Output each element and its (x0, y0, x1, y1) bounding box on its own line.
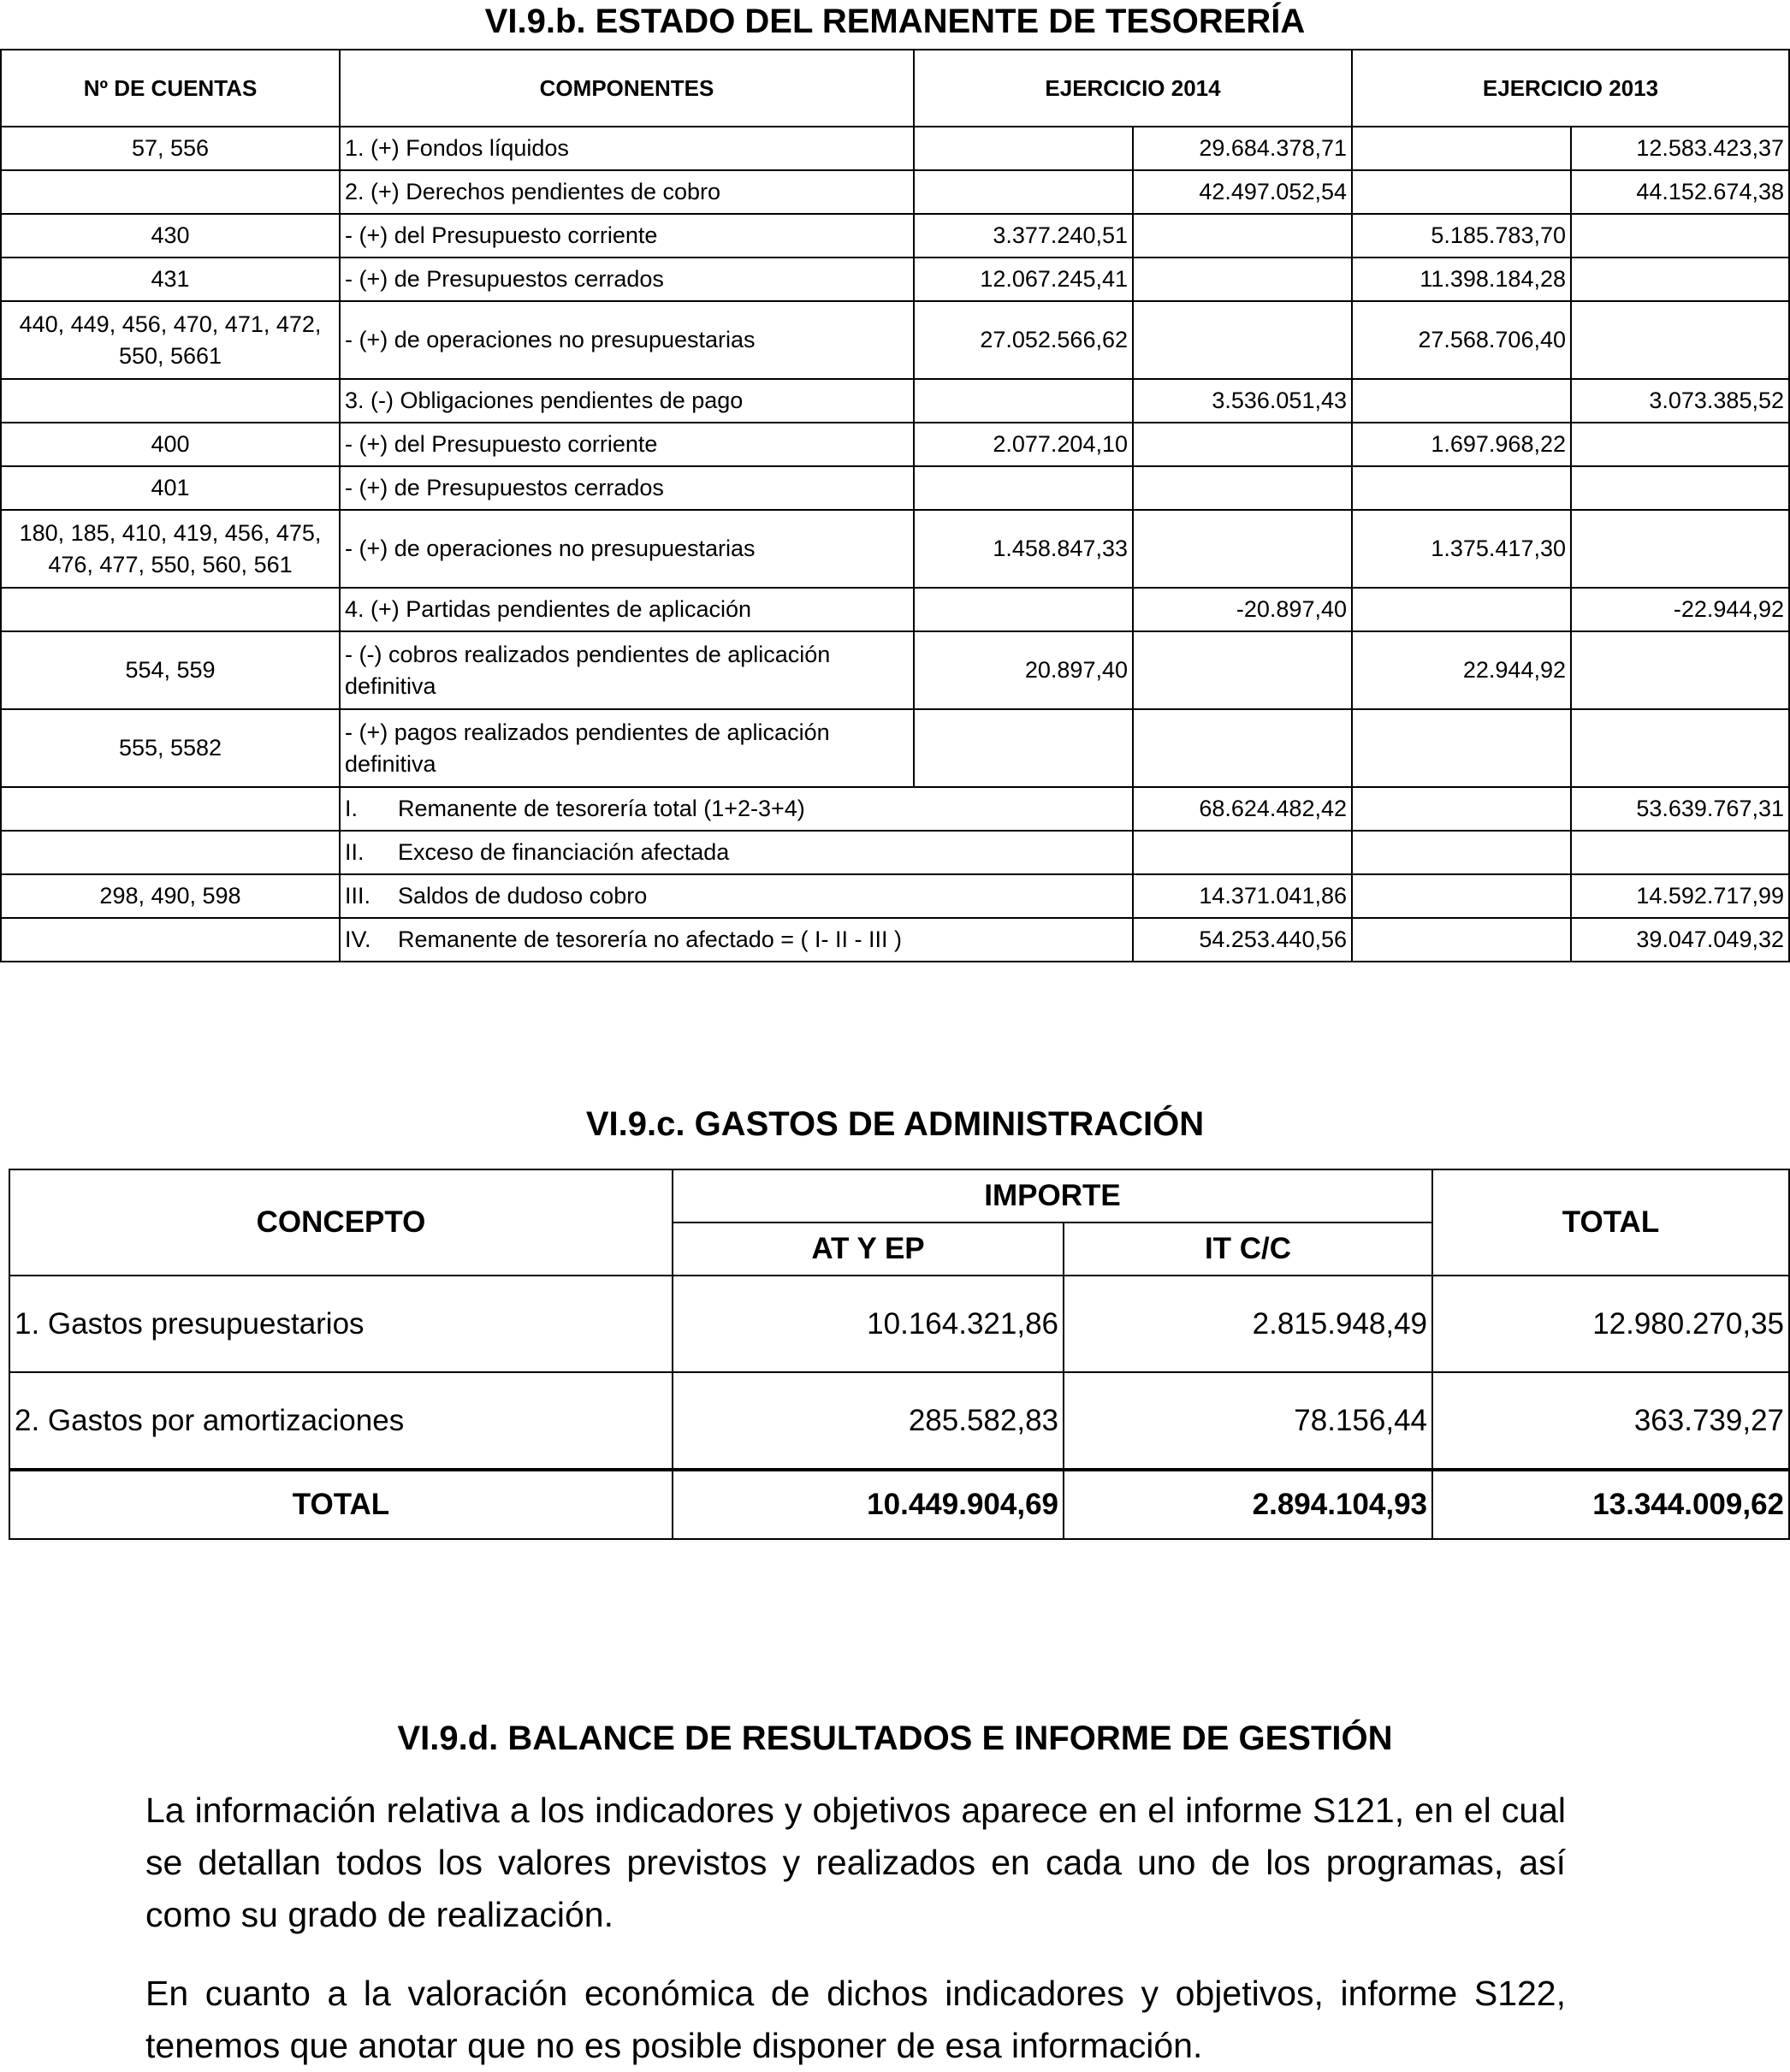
account-numbers (1, 787, 340, 831)
table-row (1, 466, 1789, 510)
value-2013-total: 44.152.674,38 (1571, 170, 1789, 214)
value-2013-detail (1352, 127, 1571, 170)
value-at-ep: 10.164.321,86 (673, 1276, 1064, 1372)
value-2014-detail: 20.897,40 (914, 631, 1133, 709)
table-header-row (9, 1169, 1789, 1222)
header-accounts: Nº DE CUENTAS (1, 50, 340, 127)
summary-row (1, 918, 1789, 962)
value-it-cc: 2.815.948,49 (1064, 1276, 1432, 1372)
table-row (1, 423, 1789, 466)
component-label: - (+) de Presupuestos cerrados (340, 258, 914, 301)
account-numbers: 430 (1, 214, 340, 258)
value-it-cc: 78.156,44 (1064, 1372, 1432, 1470)
component-label: - (+) de operaciones no presupuestarias (340, 510, 914, 588)
value-2013-detail: 5.185.783,70 (1352, 214, 1571, 258)
header-components: COMPONENTES (340, 50, 914, 127)
remanente-tesoreria-table (0, 49, 1790, 962)
header-concepto: CONCEPTO (9, 1169, 673, 1276)
table-row (1, 258, 1789, 301)
component-label: 1. (+) Fondos líquidos (340, 127, 914, 170)
component-label: - (-) cobros realizados pendientes de aplicación definitiva (340, 631, 914, 709)
component-label: - (+) del Presupuesto corriente (340, 214, 914, 258)
header-importe: IMPORTE (673, 1169, 1432, 1222)
value-2014-total (1133, 214, 1352, 258)
total-label: TOTAL (9, 1470, 673, 1539)
value-2013-total: -22.944,92 (1571, 588, 1789, 631)
component-label: 3. (-) Obligaciones pendientes de pago (340, 379, 914, 423)
summary-text: Remanente de tesorería no afectado = ( I- II - III ) (398, 926, 903, 952)
summary-row (1, 831, 1789, 874)
component-label: - (+) del Presupuesto corriente (340, 423, 914, 466)
value-2014-total: 68.624.482,42 (1133, 787, 1352, 831)
value-2013-detail (1352, 379, 1571, 423)
value-2014-total (1133, 301, 1352, 379)
paragraph: La información relativa a los indicadores y objetivos aparece en el informe S121, en el cual se detallan todos los valores previstos y realizados en cada uno de los programas, así como su grado de realización. (145, 1791, 1566, 1934)
component-label: 4. (+) Partidas pendientes de aplicación (340, 588, 914, 631)
account-numbers (1, 918, 340, 962)
value-2013-total (1571, 423, 1789, 466)
table-row (1, 214, 1789, 258)
table-row (1, 170, 1789, 214)
account-numbers: 555, 5582 (1, 709, 340, 787)
value-2014-total (1133, 258, 1352, 301)
concept-label: 1. Gastos presupuestarios (9, 1276, 673, 1372)
section-d-title: VI.9.d. BALANCE DE RESULTADOS E INFORME DE GESTIÓN (397, 1720, 1393, 1757)
section-c-title: VI.9.c. GASTOS DE ADMINISTRACIÓN (585, 1105, 1205, 1143)
value-2014-total (1133, 831, 1352, 874)
value-2014-detail (914, 709, 1133, 787)
component-label: - (+) de operaciones no presupuestarias (340, 301, 914, 379)
value-2013-total (1571, 258, 1789, 301)
value-2013-detail (1352, 831, 1571, 874)
summary-text: Saldos de dudoso cobro (398, 883, 648, 909)
value-2013-total: 39.047.049,32 (1571, 918, 1789, 962)
table-row (9, 1372, 1789, 1470)
section-b-title: VI.9.b. ESTADO DEL REMANENTE DE TESORERÍA (484, 3, 1306, 40)
total-at-ep: 10.449.904,69 (673, 1470, 1064, 1539)
header-2013: EJERCICIO 2013 (1352, 50, 1789, 127)
table-row (1, 379, 1789, 423)
table-header-row (1, 50, 1789, 127)
table-row (1, 301, 1789, 379)
value-2014-detail (914, 588, 1133, 631)
value-2013-total (1571, 831, 1789, 874)
account-numbers: 57, 556 (1, 127, 340, 170)
value-2013-total: 53.639.767,31 (1571, 787, 1789, 831)
account-numbers (1, 379, 340, 423)
summary-text: Remanente de tesorería total (1+2-3+4) (398, 796, 805, 821)
value-2013-total (1571, 709, 1789, 787)
gastos-administracion-table (9, 1169, 1790, 1540)
value-2014-detail: 27.052.566,62 (914, 301, 1133, 379)
value-2013-total (1571, 214, 1789, 258)
summary-label (340, 831, 1133, 874)
value-2014-total: 29.684.378,71 (1133, 127, 1352, 170)
account-numbers (1, 588, 340, 631)
value-2013-total (1571, 631, 1789, 709)
value-2014-detail (914, 127, 1133, 170)
value-2013-detail (1352, 787, 1571, 831)
account-numbers: 440, 449, 456, 470, 471, 472, 550, 5661 (1, 301, 340, 379)
table-row (9, 1276, 1789, 1372)
value-2013-detail (1352, 874, 1571, 918)
value-2013-detail (1352, 709, 1571, 787)
value-2014-total (1133, 709, 1352, 787)
summary-text: Exceso de financiación afectada (398, 839, 730, 865)
value-2014-total: 14.371.041,86 (1133, 874, 1352, 918)
paragraph: En cuanto a la valoración económica de dichos indicadores y objetivos, informe S122, tenemos que anotar que no es posible disponer de esa información. (145, 1974, 1566, 2065)
total-row (9, 1470, 1789, 1539)
account-numbers: 400 (1, 423, 340, 466)
account-numbers (1, 831, 340, 874)
value-2013-detail (1352, 170, 1571, 214)
value-2013-total: 3.073.385,52 (1571, 379, 1789, 423)
value-2014-total: -20.897,40 (1133, 588, 1352, 631)
value-2014-detail: 12.067.245,41 (914, 258, 1133, 301)
value-2013-detail: 27.568.706,40 (1352, 301, 1571, 379)
value-2014-total (1133, 631, 1352, 709)
value-2014-total (1133, 466, 1352, 510)
value-total: 363.739,27 (1432, 1372, 1789, 1470)
account-numbers (1, 170, 340, 214)
value-2013-detail: 22.944,92 (1352, 631, 1571, 709)
summary-row (1, 874, 1789, 918)
roman-numeral: I. (345, 796, 359, 821)
concept-label: 2. Gastos por amortizaciones (9, 1372, 673, 1470)
header-2014: EJERCICIO 2014 (914, 50, 1352, 127)
header-at-ep: AT Y EP (673, 1222, 1064, 1276)
header-it-cc: IT C/C (1064, 1222, 1432, 1276)
value-2014-detail: 2.077.204,10 (914, 423, 1133, 466)
value-2014-detail: 3.377.240,51 (914, 214, 1133, 258)
component-label: - (+) de Presupuestos cerrados (340, 466, 914, 510)
value-2013-detail (1352, 588, 1571, 631)
account-numbers: 298, 490, 598 (1, 874, 340, 918)
value-2013-total (1571, 466, 1789, 510)
value-at-ep: 285.582,83 (673, 1372, 1064, 1470)
table-row (1, 127, 1789, 170)
grand-total: 13.344.009,62 (1432, 1470, 1789, 1539)
table-row (1, 588, 1789, 631)
component-label: 2. (+) Derechos pendientes de cobro (340, 170, 914, 214)
value-2014-detail (914, 466, 1133, 510)
value-2014-total (1133, 423, 1352, 466)
value-2014-detail: 1.458.847,33 (914, 510, 1133, 588)
value-2013-total (1571, 301, 1789, 379)
table-row (1, 631, 1789, 709)
roman-numeral: IV. (345, 926, 371, 952)
total-it-cc: 2.894.104,93 (1064, 1470, 1432, 1539)
component-label: - (+) pagos realizados pendientes de aplicación definitiva (340, 709, 914, 787)
summary-label (340, 918, 1133, 962)
value-2014-total: 42.497.052,54 (1133, 170, 1352, 214)
value-2013-detail: 11.398.184,28 (1352, 258, 1571, 301)
account-numbers: 431 (1, 258, 340, 301)
roman-numeral: III. (345, 883, 371, 909)
value-2013-total: 12.583.423,37 (1571, 127, 1789, 170)
summary-label (340, 787, 1133, 831)
value-2014-detail (914, 170, 1133, 214)
value-2013-detail: 1.375.417,30 (1352, 510, 1571, 588)
table-row (1, 510, 1789, 588)
value-2014-total: 3.536.051,43 (1133, 379, 1352, 423)
value-total: 12.980.270,35 (1432, 1276, 1789, 1372)
header-total: TOTAL (1432, 1169, 1789, 1276)
value-2014-total: 54.253.440,56 (1133, 918, 1352, 962)
value-2014-total (1133, 510, 1352, 588)
value-2013-total (1571, 510, 1789, 588)
table-row (1, 709, 1789, 787)
account-numbers: 554, 559 (1, 631, 340, 709)
roman-numeral: II. (345, 839, 365, 865)
value-2013-total: 14.592.717,99 (1571, 874, 1789, 918)
summary-row (1, 787, 1789, 831)
account-numbers: 401 (1, 466, 340, 510)
value-2014-detail (914, 379, 1133, 423)
value-2013-detail: 1.697.968,22 (1352, 423, 1571, 466)
value-2013-detail (1352, 466, 1571, 510)
value-2013-detail (1352, 918, 1571, 962)
summary-label (340, 874, 1133, 918)
account-numbers: 180, 185, 410, 419, 456, 475, 476, 477, 550, 560, 561 (1, 510, 340, 588)
